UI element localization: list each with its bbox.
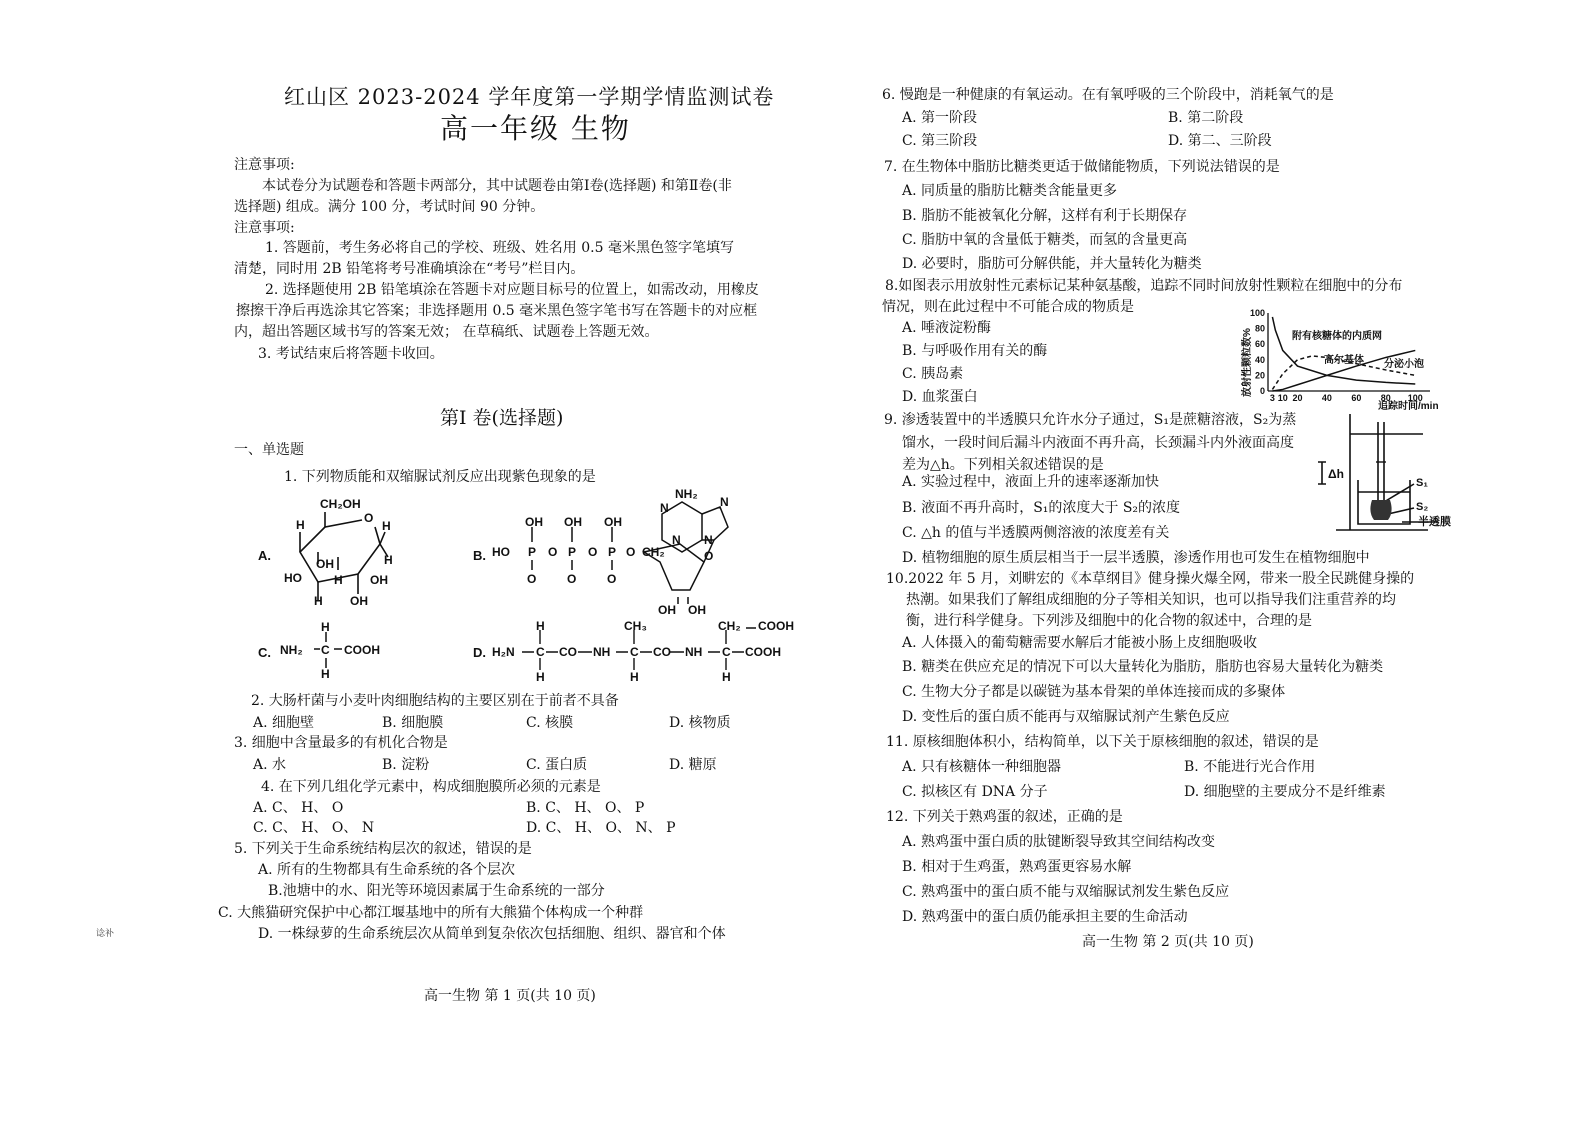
q1-option-a-label: A. [258,548,271,563]
chem-text: CH₂ [718,619,741,633]
chem-text: COOH [758,619,794,633]
chart-x-tick-label: 80 [1380,393,1391,403]
q1-option-b-structure [492,482,772,617]
intro-line: 选择题) 组成。满分 100 分，考试时间 90 分钟。 [234,199,545,215]
q12-option[interactable]: C. 熟鸡蛋中的蛋白质不能与双缩脲试剂发生紫色反应 [902,884,1230,900]
q8-chart [1240,305,1440,413]
chem-text: O [704,549,714,563]
chem-text: C [536,645,545,659]
q1-option-c-label: C. [258,645,271,660]
chart-x-tick-label: 60 [1351,393,1362,403]
chem-text: NH₂ [675,487,698,501]
chart-y-tick-label: 20 [1254,370,1265,381]
chem-text: OH [525,515,543,529]
chem-text: H [536,670,545,682]
note-line: 擦擦干净后再选涂其它答案；非选择题用 0.5 毫米黑色签字笔书写在答题卡的对应框 [236,303,758,319]
chem-text: H [314,594,323,607]
chem-text: COOH [745,645,781,659]
chem-text: OH [604,515,622,529]
chem-text: P [528,545,537,559]
chem-text: CH₃ [624,619,647,633]
q4-stem: 4. 在下列几组化学元素中，构成细胞膜所必须的元素是 [261,779,601,795]
q8-stem: 情况，则在此过程中不可能合成的物质是 [882,299,1134,315]
chem-text: NH₂ [280,643,303,657]
q6-option[interactable]: D. 第二、三阶段 [1168,133,1272,149]
chart-x-tick-label: 3 [1269,393,1275,403]
q11-option[interactable]: B. 不能进行光合作用 [1184,759,1316,775]
q8-option[interactable]: C. 胰岛素 [902,366,964,382]
q10-option[interactable]: B. 糖类在供应充足的情况下可以大量转化为脂肪，脂肪也容易大量转化为糖类 [902,659,1384,675]
q9-option[interactable]: B. 液面不再升高时，S₁的浓度大于 S₂的浓度 [902,500,1181,516]
q7-option[interactable]: B. 脂肪不能被氧化分解，这样有利于长期保存 [902,208,1188,224]
section-title: 第Ⅰ 卷(选择题) [440,407,564,429]
q2-option[interactable]: B. 细胞膜 [382,715,444,731]
q9-option[interactable]: C. △h 的值与半透膜两侧溶液的浓度差有关 [902,525,1170,541]
exam-title: 红山区 2023-2024 学年度第一学期学情监测试卷 [284,85,775,109]
q2-stem: 2. 大肠杆菌与小麦叶肉细胞结构的主要区别在于前者不具备 [251,693,619,709]
membrane-label: 半透膜 [1418,516,1451,528]
q1-option-a-structure [280,492,420,607]
chart-y-tick-label: 60 [1254,339,1265,350]
chem-text: NH [685,645,703,659]
q8-option[interactable]: B. 与呼吸作用有关的酶 [902,343,1048,359]
q10-option[interactable]: D. 变性后的蛋白质不能再与双缩脲试剂产生紫色反应 [902,709,1230,725]
q1-option-d-structure [492,618,802,682]
q9-option[interactable]: D. 植物细胞的原生质层相当于一层半透膜，渗透作用也可发生在植物细胞中 [902,550,1370,566]
q9-osmosis-apparatus [1318,412,1468,537]
chem-text: O [567,572,577,586]
chem-text: NH [593,645,611,659]
q3-option[interactable]: D. 糖原 [669,757,717,773]
chem-text: COOH [344,643,380,657]
chem-text: C [321,643,330,657]
q6-option[interactable]: B. 第二阶段 [1168,110,1244,126]
q10-stem: 热潮。如果我们了解组成细胞的分子等相关知识，也可以指导我们注重营养的均 [906,592,1396,608]
chart-x-tick-label: 100 [1407,393,1423,403]
chem-text: H [384,553,393,567]
q7-option[interactable]: A. 同质量的脂肪比糖类含能量更多 [902,183,1118,199]
funnel-bulb [1370,500,1391,520]
chart-xlabel: 追踪时间/min [1378,401,1439,412]
chart-y-tick-label: 40 [1254,354,1265,365]
chem-text: H [334,573,343,587]
note-line: 内，超出答题区域书写的答案无效； 在草稿纸、试题卷上答题无效。 [234,324,659,340]
q4-option[interactable]: B. C、 H、 O、 P [526,800,645,816]
q4-option[interactable]: C. C、 H、 O、 N [253,820,375,836]
chem-text: CO [653,645,671,659]
q10-stem: 衡，进行科学健身。下列涉及细胞中的化合物的叙述中，合理的是 [906,613,1312,629]
chem-text: OH [688,603,706,617]
note-line: 2. 选择题使用 2B 铅笔填涂在答题卡对应题目标号的位置上，如需改动，用橡皮 [265,282,759,298]
chem-text: P [568,545,577,559]
q1-option-d-label: D. [473,645,486,660]
chart-x-tick-label: 40 [1321,393,1332,403]
q4-option[interactable]: D. C、 H、 O、 N、 P [526,820,676,836]
q9-option[interactable]: A. 实验过程中，液面上升的速率逐渐加快 [902,474,1160,490]
q2-option[interactable]: D. 核物质 [669,715,731,731]
chart-y-tick-label: 0 [1259,386,1265,396]
q4-option[interactable]: A. C、 H、 O [253,800,344,816]
exam-subtitle: 高一年级 生物 [440,112,631,145]
q2-option[interactable]: A. 细胞壁 [253,715,315,731]
chart-x-tick-label: 10 [1277,393,1288,403]
page-footer: 高一生物 第 1 页(共 10 页) [424,988,596,1004]
q3-option[interactable]: A. 水 [253,757,287,773]
chem-text: C [630,645,639,659]
chem-text: H [296,518,305,532]
chem-text: H₂N [492,645,515,659]
chem-text: O [588,545,598,559]
intro-line: 本试卷分为试题卷和答题卡两部分，其中试题卷由第Ⅰ卷(选择题) 和第Ⅱ卷(非 [262,178,732,194]
chart-y-tick-label: 80 [1254,323,1265,334]
chem-text: O [548,545,558,559]
q5-option[interactable]: C. 大熊猫研究保护中心都江堰基地中的所有大熊猫个体构成一个种群 [218,905,644,921]
q5-option[interactable]: D. 一株绿萝的生命系统层次从简单到复杂依次包括细胞、组织、器官和个体 [258,926,726,942]
q3-option[interactable]: C. 蛋白质 [526,757,588,773]
chem-text: CO [559,645,577,659]
notice-label: 注意事项: [234,220,295,236]
q6-stem: 6. 慢跑是一种健康的有氧运动。在有氧呼吸的三个阶段中，消耗氧气的是 [882,87,1334,103]
dh-label: Δh [1328,467,1344,481]
q12-option[interactable]: B. 相对于生鸡蛋，熟鸡蛋更容易水解 [902,859,1132,875]
part-label: 一、单选题 [234,442,304,458]
chem-text: OH [350,594,368,607]
q8-option[interactable]: A. 唾液淀粉酶 [902,320,992,336]
chem-text: H [630,670,639,682]
q6-option[interactable]: C. 第三阶段 [902,133,978,149]
q12-option[interactable]: D. 熟鸡蛋中的蛋白质仍能承担主要的生命活动 [902,909,1188,925]
chem-text: N [672,533,681,547]
chem-text: O [364,511,374,525]
chart-series-line [1272,317,1415,384]
chem-text: O [626,545,636,559]
q9-stem: 9. 渗透装置中的半透膜只允许水分子通过，S₁是蔗糖溶液，S₂为蒸 [884,412,1297,428]
q7-option[interactable]: C. 脂肪中氧的含量低于糖类，而氢的含量更高 [902,232,1188,248]
chart-series-label: 分泌小泡 [1384,359,1424,370]
chem-text: P [608,545,617,559]
chart-x-tick-label: 20 [1292,393,1303,403]
q10-stem: 10.2022 年 5 月，刘畊宏的《本草纲目》健身操火爆全网，带来一股全民跳健身操的 [886,571,1415,587]
note-line: 清楚，同时用 2B 铅笔将考号准确填涂在“考号”栏目内。 [234,261,585,277]
chem-text: OH [316,557,334,571]
dh-bracket [1318,462,1326,484]
q7-option[interactable]: D. 必要时，脂肪可分解供能，并大量转化为糖类 [902,256,1202,272]
chem-text: CH₂OH [320,497,361,511]
chem-text: C [722,645,731,659]
note-line: 1. 答题前，考生务必将自己的学校、班级、姓名用 0.5 毫米黑色签字笔填写 [265,240,734,256]
q1-option-c-structure [280,620,400,680]
notice-label: 注意事项: [234,157,295,173]
q10-option[interactable]: C. 生物大分子都是以碳链为基本骨架的单体连接而成的多聚体 [902,684,1286,700]
chem-text: N [660,501,669,515]
q5-stem: 5. 下列关于生命系统结构层次的叙述，错误的是 [234,841,532,857]
q11-option[interactable]: A. 只有核糖体一种细胞器 [902,759,1062,775]
chem-text: OH [658,603,676,617]
q5-option[interactable]: B.池塘中的水、阳光等环境因素属于生命系统的一部分 [268,883,605,899]
q12-stem: 12. 下列关于熟鸡蛋的叙述，正确的是 [886,809,1123,825]
q11-option[interactable]: D. 细胞壁的主要成分不是纤维素 [1184,784,1386,800]
chem-text: HO [492,545,510,559]
chem-text: H [321,620,330,634]
chart-series-label: 高尔基体 [1324,355,1364,366]
chem-text: OH [370,573,388,587]
q3-option[interactable]: B. 淀粉 [382,757,430,773]
chem-text: H [321,667,330,680]
chem-text: H [722,670,731,682]
chem-text: O [607,572,617,586]
q12-option[interactable]: A. 熟鸡蛋中蛋白质的肽键断裂导致其空间结构改变 [902,834,1216,850]
q8-option[interactable]: D. 血浆蛋白 [902,389,978,405]
chem-text: CH₂ [642,545,665,559]
chem-text: N [720,495,729,509]
chem-text: H [536,619,545,633]
chem-text: O [527,572,537,586]
q9-stem: 馏水，一段时间后漏斗内液面不再升高，长颈漏斗内外液面高度 [902,435,1294,451]
margin-note: 谂补 [96,929,115,939]
s2-label: S₂ [1416,501,1429,513]
chem-text: OH [564,515,582,529]
chart-y-tick-label: 100 [1249,308,1265,318]
note-line: 3. 考试结束后将答题卡收回。 [258,346,444,362]
chart-series-label: 附有核糖体的内质网 [1292,331,1382,342]
chem-text: H [382,519,391,533]
chem-text: HO [284,571,302,585]
q11-option[interactable]: C. 拟核区有 DNA 分子 [902,784,1048,800]
q11-stem: 11. 原核细胞体积小，结构简单，以下关于原核细胞的叙述，错误的是 [886,734,1319,750]
q6-option[interactable]: A. 第一阶段 [902,110,978,126]
s1-label: S₁ [1416,477,1428,489]
q7-stem: 7. 在生物体中脂肪比糖类更适于做储能物质，下列说法错误的是 [884,159,1280,175]
chart-ylabel: 放射性颗粒数% [1242,328,1253,397]
q3-stem: 3. 细胞中含量最多的有机化合物是 [234,735,448,751]
q10-option[interactable]: A. 人体摄入的葡萄糖需要水解后才能被小肠上皮细胞吸收 [902,635,1258,651]
q9-stem: 差为△h。下列相关叙述错误的是 [902,457,1104,473]
q1-option-b-label: B. [473,548,486,563]
q2-option[interactable]: C. 核膜 [526,715,574,731]
q5-option[interactable]: A. 所有的生物都具有生命系统的各个层次 [258,862,516,878]
page-footer: 高一生物 第 2 页(共 10 页) [1082,934,1254,950]
q8-stem: 8.如图表示用放射性元素标记某种氨基酸，追踪不同时间放射性颗粒在细胞中的分布 [885,278,1403,294]
chem-text: N [704,533,713,547]
q1-stem: 1. 下列物质能和双缩脲试剂反应出现紫色现象的是 [284,469,596,485]
